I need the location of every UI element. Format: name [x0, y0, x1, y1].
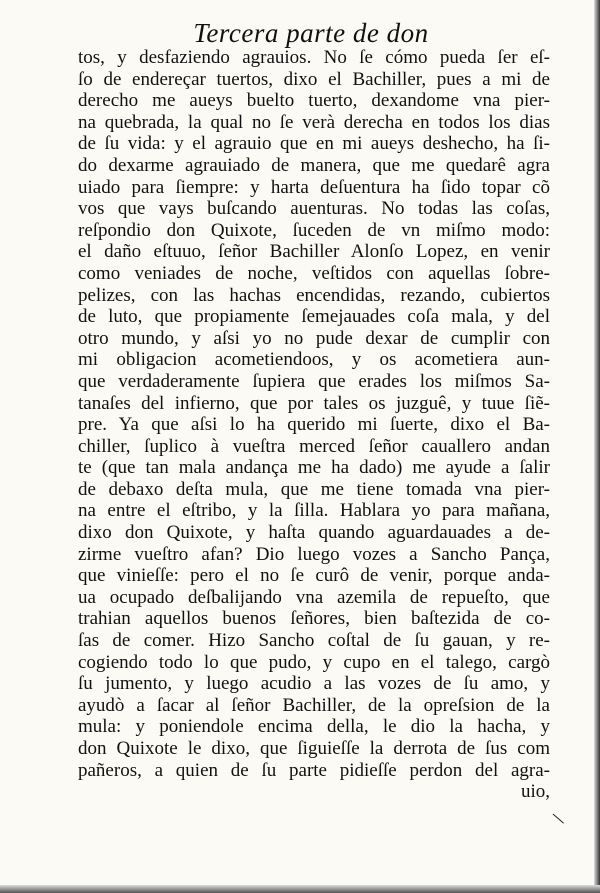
text-line: vos que vays buſcando auenturas. No todas las coſas,: [78, 198, 550, 220]
text-line: de debaxo deſta mula, que me tiene tomada vna pier-: [78, 478, 550, 500]
text-line: na quebrada, la qual no ſe verà derecha en todos los dias: [78, 111, 550, 133]
text-line: dixo don Quixote, y haſta quando aguardauades a de-: [78, 522, 550, 544]
text-line: na entre el eſtribo, y la ſilla. Hablara yo para mañana,: [78, 500, 550, 522]
page-edge-shadow: [594, 0, 600, 893]
text-line: cogiendo todo lo que pudo, y cupo en el talego, cargò: [78, 651, 550, 673]
text-line: ſu jumento, y luego acudio a las vozes de ſu amo, y: [78, 673, 550, 695]
body-text: [78, 47, 550, 803]
text-line: tos, y desfaziendo agrauios. No ſe cómo pueda ſer eſ-: [78, 47, 550, 68]
text-line: tanaſes del infierno, que por tales os juzguê, y tuue ſiẽ-: [78, 392, 550, 414]
text-line: ſas de comer. Hizo Sancho coſtal de ſu gauan, y re-: [78, 630, 550, 652]
text-line: do dexarme agrauiado de manera, que me quedarê agra: [78, 154, 550, 176]
text-line: zirme vueſtro afan? Dio luego vozes a Sancho Pança,: [78, 543, 550, 565]
text-line: pañeros, a quien de ſu parte pidieſſe perdon del agra-: [78, 759, 550, 781]
text-line: pelizes, con las hachas encendidas, rezando, cubiertos: [78, 284, 550, 306]
text-line: trahian aquellos buenos ſeñores, bien baſtezida de co-: [78, 608, 550, 630]
text-line: derecho me aueys buelto tuerto, dexandome vna pier-: [78, 90, 550, 112]
text-line: ua ocupado deſbalijando vna azemila de repueſto, que: [78, 586, 550, 608]
ink-mark-icon: \: [550, 808, 567, 830]
text-line: mi obligacion acometiendoos, y os acometiera aun-: [78, 349, 550, 371]
text-line: pre. Ya que aſsi lo ha querido mi ſuerte, dixo el Ba-: [78, 414, 550, 436]
text-line: ſo de endereçar tuertos, dixo el Bachiller, pues a mi de: [78, 68, 550, 90]
text-line: el daño eſtuuo, ſeñor Bachiller Alonſo Lopez, en venir: [78, 241, 550, 263]
text-line: que vinieſſe: pero el no ſe curô de venir, porque anda-: [78, 565, 550, 587]
text-line: chiller, ſuplico à vueſtra merced ſeñor cauallero andan: [78, 435, 550, 457]
text-line: como veniades de noche, veſtidos con aquellas ſobre-: [78, 262, 550, 284]
text-line: de luto, que propiamente ſemejauades coſa mala, y del: [78, 306, 550, 328]
page-bottom-edge: [0, 885, 600, 893]
text-line: ayudò a ſacar al ſeñor Bachiller, de la opreſsion de la: [78, 694, 550, 716]
text-line: otro mundo, y aſsi yo no pude dexar de cumplir con: [78, 327, 550, 349]
text-line: uiado para ſiempre: y harta deſuentura ha ſido topar cõ: [78, 176, 550, 198]
catchword: uio,: [520, 781, 550, 803]
text-line: don Quixote le dixo, que ſiguieſſe la derrota de ſus com: [78, 738, 550, 759]
text-line: reſpondio don Quixote, ſuceden de vn miſmo modo:: [78, 219, 550, 241]
text-line: mula: y poniendole encima della, le dio la hacha, y: [78, 716, 550, 738]
text-line: que verdaderamente ſupiera que erades los miſmos Sa-: [78, 370, 550, 392]
running-head: Tercera parte de don: [193, 18, 429, 48]
text-line: te (que tan mala andança me ha dado) me ayude a ſalir: [78, 457, 550, 479]
text-line: de ſu vida: y el agrauio que en mi aueys deshecho, ha ſi-: [78, 133, 550, 155]
